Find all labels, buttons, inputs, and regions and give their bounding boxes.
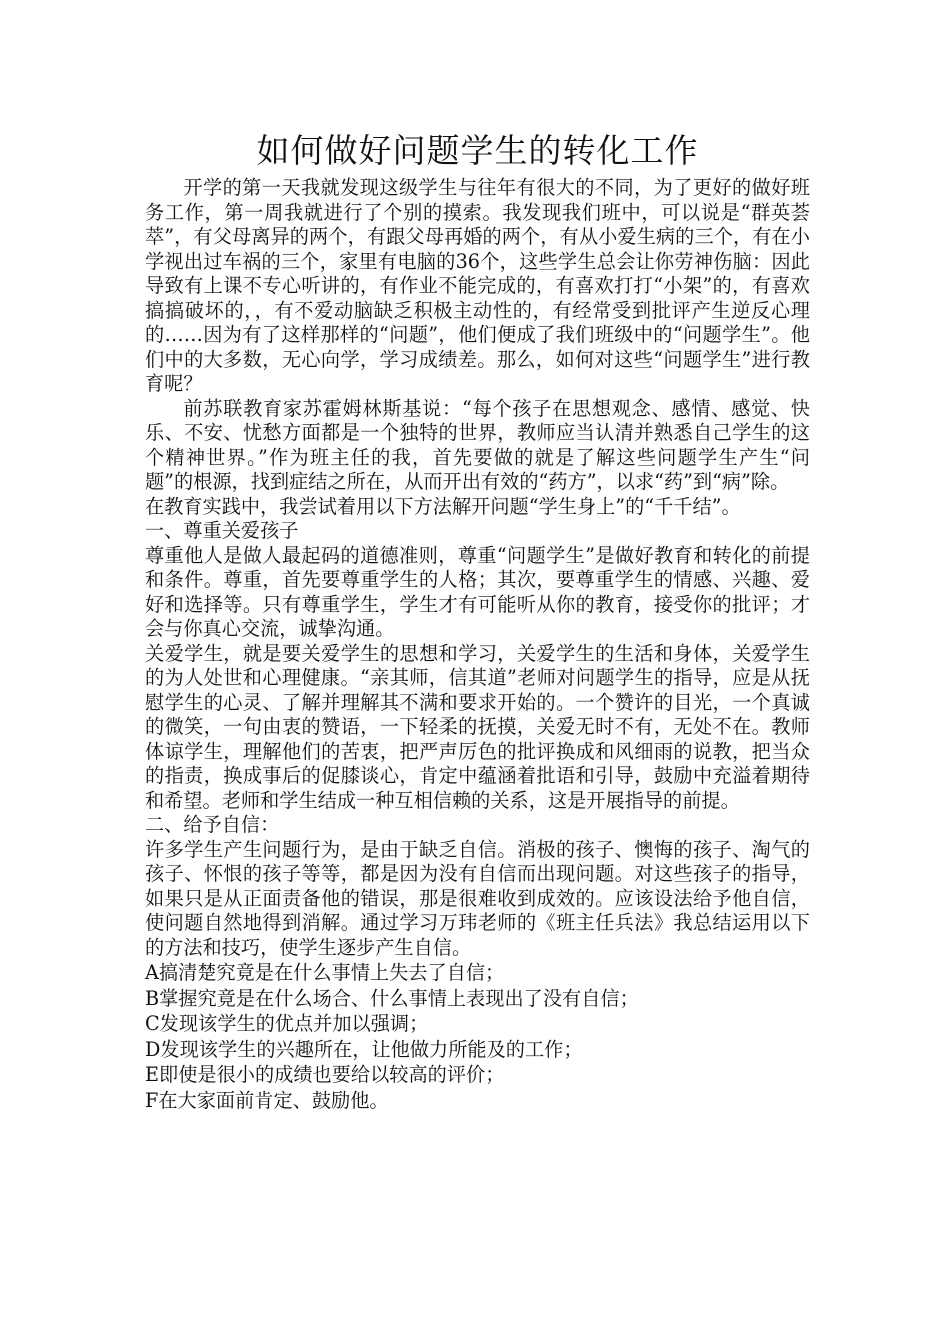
section-heading-confidence: 二、给予自信： bbox=[145, 813, 280, 836]
paragraph-confidence: 许多学生产生问题行为，是由于缺乏自信。消极的孩子、懊悔的孩子、淘气的孩子、怀恨的孩子等等，都是因为没有自信而出现问题。对这些孩子的指导，如果只是从正面责备他的错误，那是很难收到成效的。应该设法给予他自信，使问题自然地得到消解。通过学习万玮老师的《班主任兵法》我总结运用以下的方法和技巧，使学生逐步产生自信。 bbox=[145, 837, 810, 959]
document-page bbox=[145, 126, 810, 1114]
list-item: E即使是很小的成绩也要给以较高的评价； bbox=[145, 1063, 505, 1087]
paragraph-practice: 在教育实践中，我尝试着用以下方法解开问题“学生身上”的“千千结”。 bbox=[145, 494, 741, 518]
section-heading-respect: 一、尊重关爱孩子 bbox=[145, 519, 299, 542]
paragraph-care: 关爱学生，就是要关爱学生的思想和学习，关爱学生的生活和身体，关爱学生的为人处世和心理健康。“亲其师，信其道”老师对问题学生的指导，应是从抚慰学生的心灵、了解并理解其不满和要求开始的。一个赞许的目光，一个真诚的微笑，一句由衷的赞语，一下轻柔的抚摸，关爱无时不有，无处不在。教师体谅学生，理解他们的苦衷，把严声厉色的批评换成和风细雨的说教，把当众的指责，换成事后的促膝谈心，肯定中蕴涵着批语和引导，鼓励中充溢着期待和希望。老师和学生结成一种互相信赖的关系，这是开展指导的前提。 bbox=[145, 641, 810, 812]
list-item: F在大家面前肯定、鼓励他。 bbox=[145, 1088, 389, 1112]
list-item: C发现该学生的优点并加以强调； bbox=[145, 1012, 429, 1036]
method-list bbox=[145, 960, 810, 1114]
paragraph-respect: 尊重他人是做人最起码的道德准则，尊重“问题学生”是做好教育和转化的前提和条件。尊重，首先要尊重学生的人格；其次，要尊重学生的情感、兴趣、爱好和选择等。只有尊重学生，学生才有可能听从你的教育，接受你的批评；才会与你真心交流，诚挚沟通。 bbox=[145, 543, 810, 640]
paragraph-intro: 开学的第一天我就发现这级学生与往年有很大的不同，为了更好的做好班务工作，第一周我就进行了个别的摸索。我发现我们班中，可以说是“群英荟萃”，有父母离异的两个，有跟父母再婚的两个，有从小爱生病的三个，有在小学视出过车祸的三个，家里有电脑的36个，这些学生总会让你劳神伤脑：因此导致有上课不专心听讲的，有作业不能完成的，有喜欢打打“小架”的，有喜欢搞搞破坏的，，有不爱动脑缺乏积极主动性的，有经常受到批评产生逆反心理的……因为有了这样那样的“问题”，他们便成了我们班级中的“问题学生”。他们中的大多数，无心向学，学习成绩差。那么，如何对这些“问题学生”进行教育呢？ bbox=[145, 176, 810, 395]
document-body bbox=[145, 176, 810, 1114]
list-item: A搞清楚究竟是在什么事情上失去了自信； bbox=[145, 961, 505, 984]
list-item: B掌握究竟是在什么场合、什么事情上表现出了没有自信； bbox=[145, 986, 639, 1010]
document-title: 如何做好问题学生的转化工作 bbox=[256, 131, 699, 170]
list-item: D发现该学生的兴趣所在，让他做力所能及的工作； bbox=[145, 1037, 583, 1061]
paragraph-quote: 前苏联教育家苏霍姆林斯基说：“每个孩子在思想观念、感情、感觉、快乐、不安、忧愁方面都是一个独特的世界，教师应当认清并熟悉自己学生的这个精神世界。”作为班主任的我，首先要做的就是了解这些问题学生产生“问题”的根源，找到症结之所在，从而开出有效的“药方”，以求“药”到“病”除。 bbox=[145, 396, 810, 493]
